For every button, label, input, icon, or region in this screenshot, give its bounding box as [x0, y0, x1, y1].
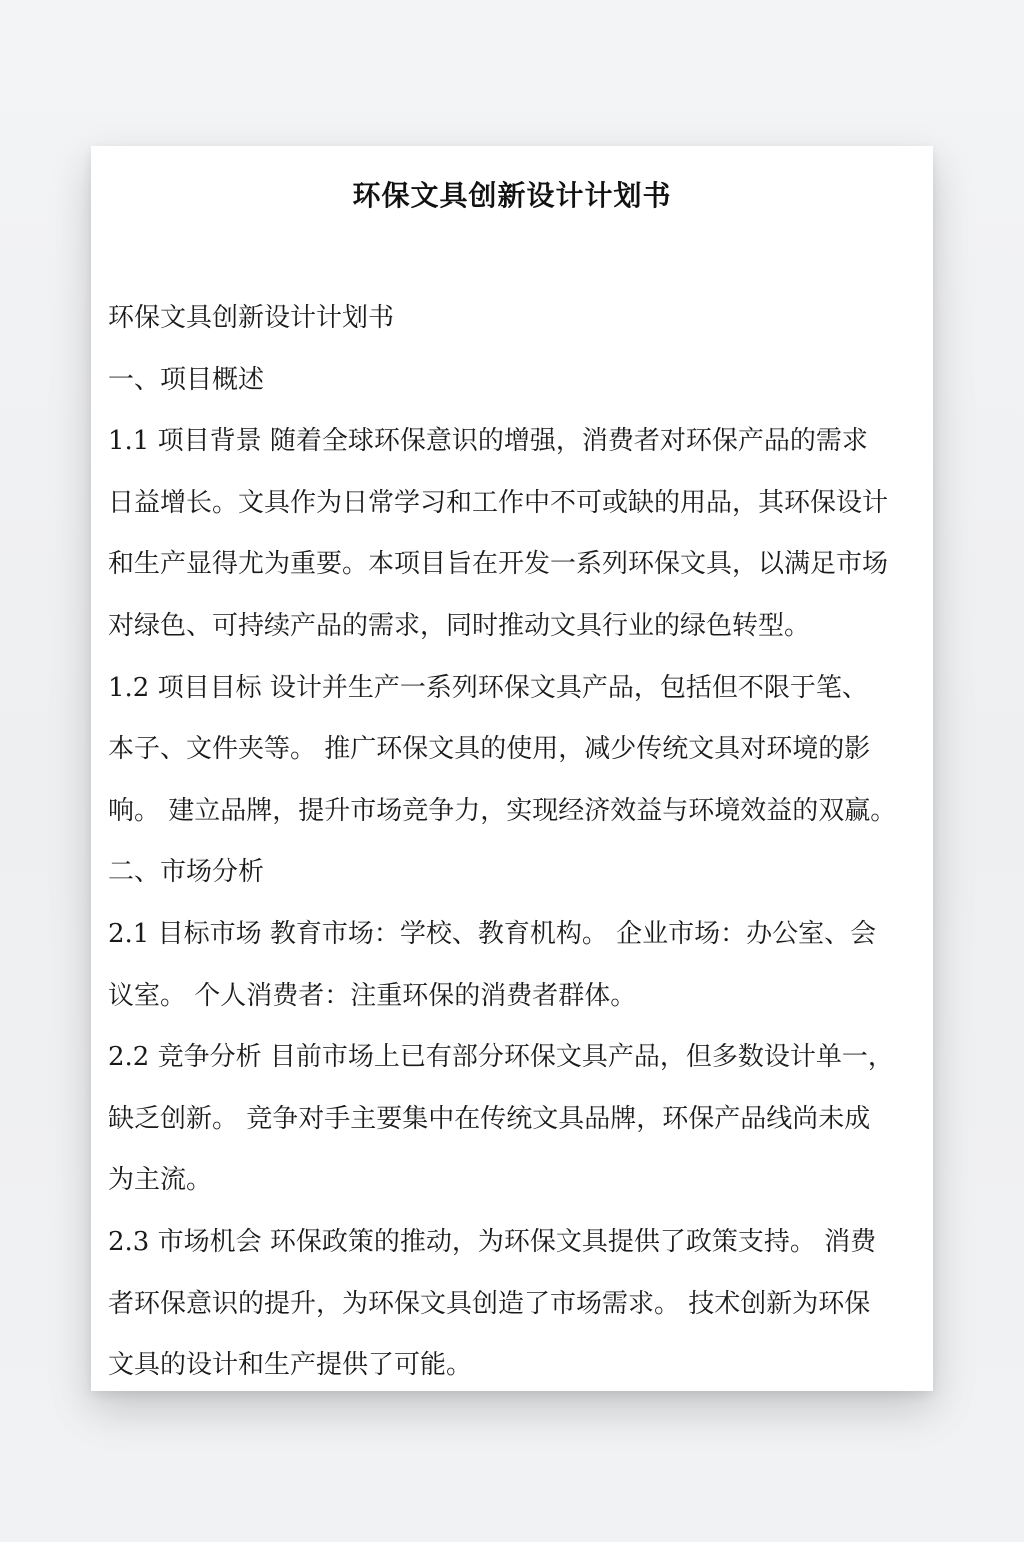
- body-line: 1.1 项目背景 随着全球环保意识的增强，消费者对环保产品的需求: [108, 426, 868, 457]
- document-body: [108, 296, 920, 1391]
- section-heading: 二、市场分析: [108, 857, 265, 888]
- body-line: 日益增长。文具作为日常学习和工作中不可或缺的用品，其环保设计: [108, 487, 889, 518]
- body-line: 为主流。: [108, 1165, 213, 1196]
- body-line: 2.3 市场机会 环保政策的推动，为环保文具提供了政策支持。 消费: [108, 1226, 877, 1257]
- body-line: 议室。 个人消费者：注重环保的消费者群体。: [108, 980, 637, 1011]
- document-title: 环保文具创新设计计划书: [352, 179, 672, 212]
- document-page: [91, 146, 933, 1391]
- section-heading: 一、项目概述: [108, 364, 265, 395]
- body-line: 对绿色、可持续产品的需求，同时推动文具行业的绿色转型。: [108, 610, 811, 641]
- body-line: 环保文具创新设计计划书: [108, 303, 395, 333]
- body-line: 缺乏创新。 竞争对手主要集中在传统文具品牌，环保产品线尚未成: [108, 1103, 871, 1134]
- body-line: 文具的设计和生产提供了可能。: [108, 1350, 473, 1381]
- body-line: 响。 建立品牌，提升市场竞争力，实现经济效益与环境效益的双赢。: [108, 795, 897, 826]
- body-line: 1.2 项目目标 设计并生产一系列环保文具产品，包括但不限于笔、: [108, 672, 868, 703]
- body-line: 2.1 目标市场 教育市场：学校、教育机构。 企业市场：办公室、会: [108, 918, 877, 949]
- body-line: 和生产显得尤为重要。本项目旨在开发一系列环保文具，以满足市场: [108, 549, 889, 580]
- body-line: 者环保意识的提升，为环保文具创造了市场需求。 技术创新为环保: [108, 1288, 871, 1319]
- body-line: 2.2 竞争分析 目前市场上已有部分环保文具产品，但多数设计单一，: [108, 1042, 894, 1073]
- body-line: 本子、文件夹等。 推广环保文具的使用，减少传统文具对环境的影: [108, 734, 871, 765]
